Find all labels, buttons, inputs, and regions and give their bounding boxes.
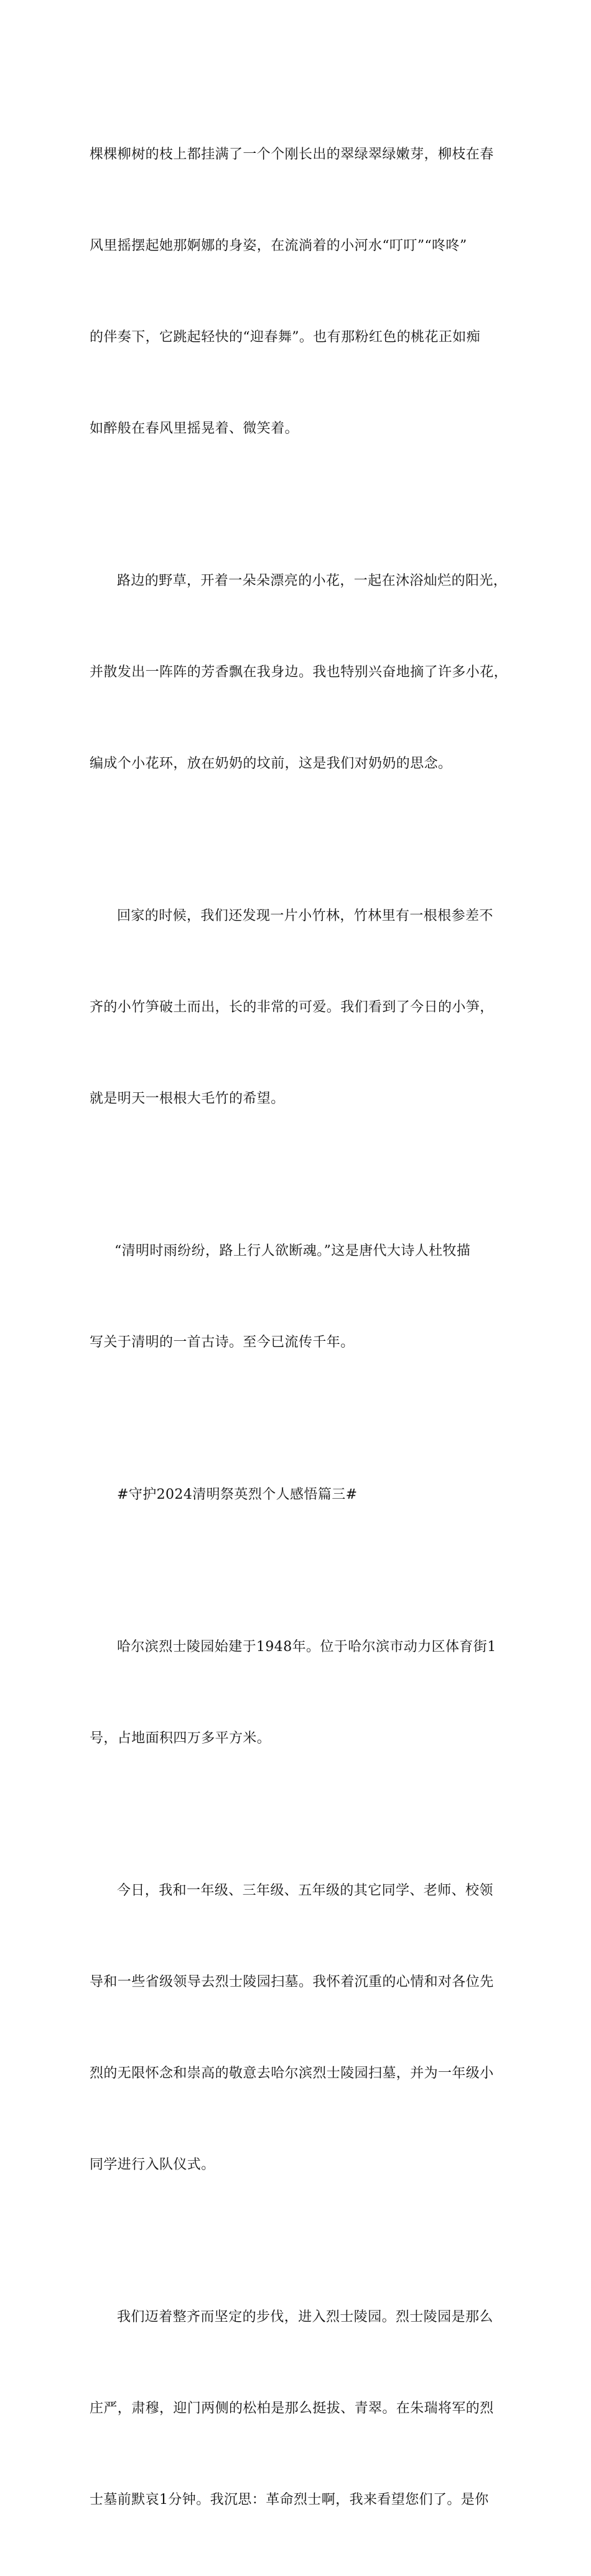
section-heading bbox=[90, 1419, 503, 1571]
paragraph-wild-flowers bbox=[90, 505, 508, 840]
text-line: 哈尔滨烈士陵园始建于1948年。位于哈尔滨市动力区体育街1 bbox=[117, 1639, 496, 1655]
paragraph-march-in bbox=[90, 2241, 503, 2576]
text-line: 士墓前默哀1分钟。我沉思：革命烈士啊，我来看望您们了。是你 bbox=[90, 2492, 489, 2508]
text-line: 回家的时候，我们还发现一片小竹林，竹林里有一根根参差不 bbox=[117, 908, 493, 924]
paragraph-willow-trees bbox=[90, 78, 503, 505]
text-line: 风里摇摆起她那婀娜的身姿，在流淌着的小河水“叮叮”“咚咚” bbox=[90, 238, 467, 254]
text-line: 路边的野草，开着一朵朵漂亮的小花，一起在沐浴灿烂的阳光， bbox=[117, 573, 508, 589]
paragraph-cemetery-intro bbox=[90, 1571, 503, 1815]
text-line: #守护2024清明祭英烈个人感悟篇三# bbox=[117, 1487, 358, 1502]
text-line: 编成个小花环，放在奶奶的坟前，这是我们对奶奶的思念。 bbox=[90, 756, 452, 771]
document-body bbox=[90, 78, 508, 2576]
text-line: 今日，我和一年级、三年级、五年级的其它同学、老师、校领 bbox=[117, 1883, 493, 1898]
paragraph-poem bbox=[90, 1175, 503, 1419]
paragraph-visit bbox=[90, 1815, 503, 2241]
text-line: 号，占地面积四万多平方米。 bbox=[90, 1731, 271, 1746]
text-line: 如醉般在春风里摇晃着、微笑着。 bbox=[90, 421, 299, 436]
text-line: 庄严，肃穆，迎门两侧的松柏是那么挺拔、青翠。在朱瑞将军的烈 bbox=[90, 2401, 494, 2416]
text-line: 导和一些省级领导去烈士陵园扫墓。我怀着沉重的心情和对各位先 bbox=[90, 1974, 494, 1990]
text-line: 的伴奏下，它跳起轻快的“迎春舞”。也有那粉红色的桃花正如痴 bbox=[90, 329, 481, 345]
text-line: 我们迈着整齐而坚定的步伐，进入烈士陵园。烈士陵园是那么 bbox=[117, 2309, 493, 2325]
paragraph-bamboo bbox=[90, 840, 503, 1175]
text-line: 就是明天一根根大毛竹的希望。 bbox=[90, 1091, 285, 1106]
text-line: 同学进行入队仪式。 bbox=[90, 2157, 215, 2173]
text-line: 棵棵柳树的枝上都挂满了一个个刚长出的翠绿翠绿嫩芽，柳枝在春 bbox=[90, 147, 494, 162]
text-line: 写关于清明的一首古诗。至今已流传千年。 bbox=[90, 1335, 355, 1350]
text-line: 并散发出一阵阵的芳香飘在我身边。我也特别兴奋地摘了许多小花， bbox=[90, 665, 508, 680]
text-line: 齐的小竹笋破土而出，长的非常的可爱。我们看到了今日的小笋， bbox=[90, 1000, 494, 1015]
text-line: “清明时雨纷纷，路上行人欲断魂。”这是唐代大诗人杜牧描 bbox=[114, 1243, 471, 1259]
text-line: 烈的无限怀念和崇高的敬意去哈尔滨烈士陵园扫墓，并为一年级小 bbox=[90, 2066, 494, 2081]
